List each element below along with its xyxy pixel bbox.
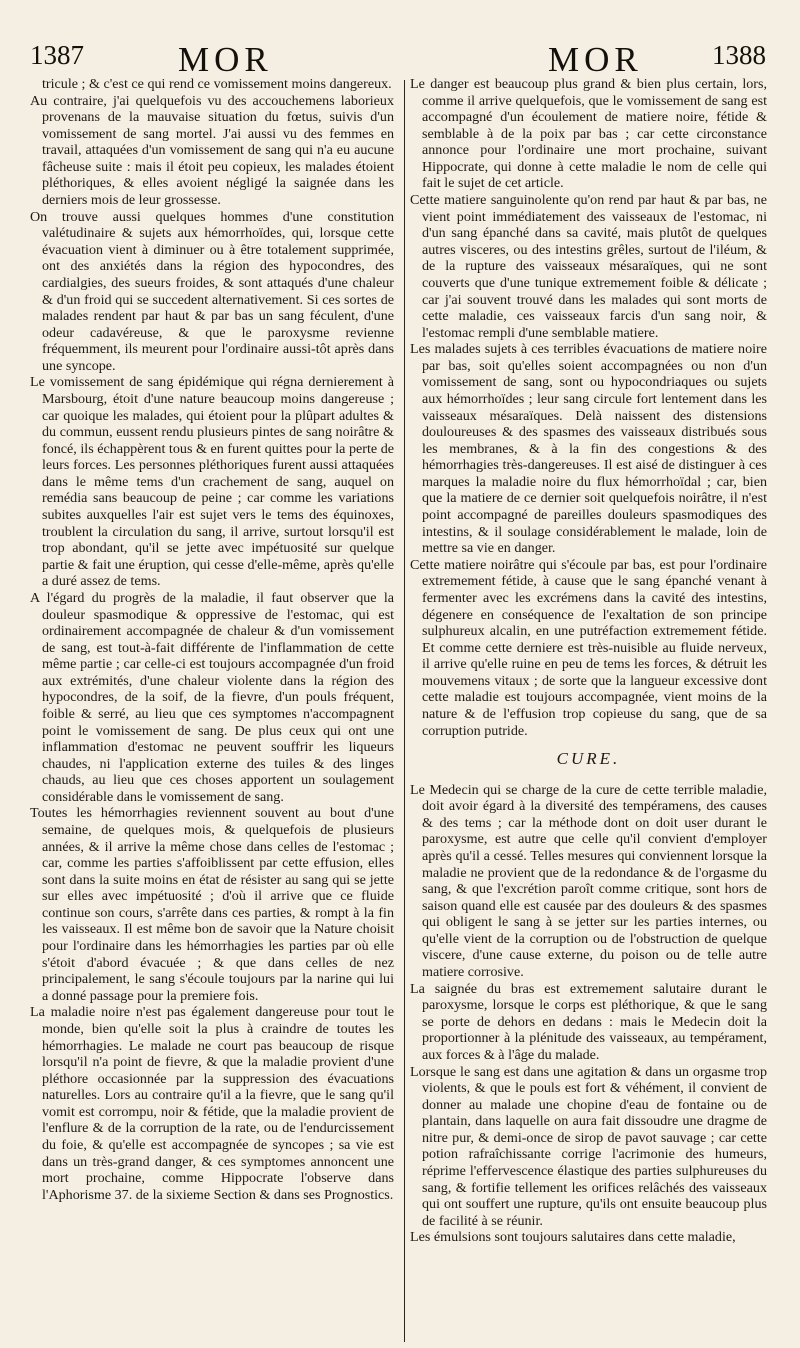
paragraph: La maladie noire n'est pas également dangereuse pour tout le monde, bien qu'elle soit la plus à craindre de toutes les hémorrhagies. Le malade ne court pas beaucoup de risque lorsqu'il n'a point de fievre, & que la maladie provient d'une pléthore occasionnée par la suppression des évacuations naturelles. Lors au contraire qu'il a la fievre, que le sang qu'il vomit est corrompu, noir & fétide, que la maladie provient de l'enflure & de la corruption de la rate, ou de l'endurcissement du foie, & qu'elle est accompagnée de syncopes ; sa vie est dans un très-grand danger, & ces symptomes annoncent une mort prochaine, comme Hippocrate l'observe dans l'Aphorisme 37. de la sixieme Section & dans ses Prognostics.	[30, 1004, 394, 1203]
paragraph: La saignée du bras est extremement salutaire durant le paroxysme, lorsque le corps est pléthorique, & que le sang se porte de dehors en dedans : mais le Medecin doit la proportionner à la plénitude des vaisseaux, au tempérament, aux forces & à l'âge du malade.	[410, 980, 767, 1063]
paragraph: A l'égard du progrès de la maladie, il faut observer que la douleur spasmodique & oppressive de l'estomac, qui est ordinairement accompagnée de chaleur & d'un vomissement de sang, est tout-à-fait différente de l'inflammation de cette même partie ; car celle-ci est toujours accompagnée d'un froid aux extrémités, d'une chaleur violente dans la région des hypocondres, de la soif, de la fievre, d'un pouls fréquent, foible & serré, au lieu que ces symptomes n'accompagnent point le vomissement de sang. De plus ceux qui ont une inflammation d'estomac ne peuvent souffrir les liqueurs chaudes, ni l'application externe des tuiles & des linges chauds, au lieu que ces choses apportent un soulagement considérable dans le vomissement de sang.	[30, 589, 394, 805]
paragraph: Le vomissement de sang épidémique qui régna dernierement à Marsbourg, étoit d'une nature beaucoup moins dangereuse ; car quoique les malades, qui étoient pour la plûpart adultes & du commun, eussent rendu plusieurs pintes de sang noirâtre & foncé, ils échappèrent tous & en furent quittes pour la perte de leurs forces. Les personnes pléthoriques furent aussi attaquées dans le même tems d'un crachement de sang, auquel on remédia sans beaucoup de peine ; car comme les variations subites auxquelles l'air est sujet vers le tems des équinoxes, troublent la circulation du sang, il arrive, surtout lorsqu'il est trop abondant, qu'il se jette avec impétuosité sur quelque partie & fait une éruption, qui cesse d'elle-même, après qu'elle a duré assez de tems.	[30, 374, 394, 590]
right-page-number: 1388	[712, 40, 766, 70]
paragraph: Lorsque le sang est dans une agitation & dans un orgasme trop violents, & que le pouls est fort & véhément, il convient de donner au malade une chopine d'eau de fontaine ou de plantain, dans laquelle on aura fait dissoudre une dragme de nitre pur, & demi-once de sirop de pavot sauvage ; car cette potion rafraîchissante corrige l'acrimonie des humeurs, réprime l'effervescence élastique des parties sulphureuses du sang, & fortifie tellement les orifices relâchés des vaisseaux qui ont souffert une rupture, qu'ils ont ensuite beaucoup plus de facilité à se réunir.	[410, 1063, 767, 1229]
paragraph: Les malades sujets à ces terribles évacuations de matiere noire par bas, soit qu'elles soient accompagnées ou non d'un vomissement de sang, sont ou hypocondriaques ou sujets aux hémorrhoïdes ; leur sang circule fort lentement dans les vaisseaux mésaraïques. Delà naissent des distensions douloureuses & des spasmes des vaisseaux distribués sous les membranes, & à la fin des congestions & des hémorrhagies très-dangereuses. Il est aisé de distinguer à ces marques la maladie noire du flux hémorrhoïdal ; car, bien que la matiere de ce dernier soit quelquefois noirâtre, il n'est point accompagné de pareilles douleurs spasmodiques des intestins, & il soulage considérablement le malade, loin de mettre sa vie en danger.	[410, 341, 767, 557]
paragraph: Cette matiere noirâtre qui s'écoule par bas, est pour l'ordinaire extremement fétide, à cause que le sang épanché venant à fermenter avec les excrémens dans la cavité des intestins, dégenere en conséquence de l'exaltation de son principe sulphureux alcalin, en une putréfaction extremement fétide. Et comme cette derniere est très-nuisible au fluide nerveux, il arrive qu'elle ruine en peu de tems les forces, & détruit les mouvemens vitaux ; de sorte que la langueur excessive dont cette maladie est toujours accompagnée, vient moins de la nature & de l'effusion trop copieuse du sang, que de sa corruption putride.	[410, 556, 767, 739]
paragraph: tricule ; & c'est ce qui rend ce vomissement moins dangereux.	[42, 76, 392, 92]
paragraph: Cette matiere sanguinolente qu'on rend par haut & par bas, ne vient point immédiatement des vaisseaux de l'estomac, ni d'un sang épanché dans sa cavité, mais plutôt de quelques autres visceres, ou des intestins grêles, surtout de l'iléum, & de la rupture des vaisseaux mésaraïques, qui ne sont couverts que d'une tunique extremement foible & délicate ; car j'ai souvent trouvé dans les malades qui sont morts de cette maladie, ces vaisseaux farcis d'un sang noir, & l'estomac rempli d'une semblable matiere.	[410, 192, 767, 341]
left-text-column	[30, 76, 394, 1203]
right-text-column	[410, 76, 767, 1246]
paragraph: Toutes les hémorrhagies reviennent souvent au bout d'une semaine, de quelques mois, & quelquefois de plusieurs années, & il arrive la même chose dans celles de l'estomac ; car, comme les parties s'affoiblissent par cette effusion, elles sont dans la suite moins en état de résister au sang qui se jette sur elles avec impétuosité ; d'où il arrive que ce fluide continue son cours, s'arrête dans ces parties, & rompt à la fin les vaisseaux. Il est même bon de savoir que la Nature choisit pour l'ordinaire dans les hémorrhagies les parties par où elle s'étoit d'abord évacuée ; & que dans celles de nez principalement, le sang s'écoule toujours par la narine qui lui a donné passage pour la premiere fois.	[30, 805, 394, 1004]
right-running-title: MOR	[548, 40, 643, 79]
left-page-number: 1387	[30, 40, 84, 70]
paragraph: On trouve aussi quelques hommes d'une constitution valétudinaire & sujets aux hémorrhoïdes, qui, lorsque cette évacuation vient à diminuer ou à être totalement supprimée, ont des anxiétés dans la région des hypocondres, des cardialgies, des sueurs froides, & sont attaqués d'une chaleur & d'un froid qui se succedent alternativement. Si ces sortes de malades rendent par haut & par bas un sang féculent, d'une odeur cadavéreuse, & que le paroxysme revienne fréquemment, ils meurent pour l'ordinaire aussi-tôt après dans une syncope.	[30, 208, 394, 374]
paragraph: Au contraire, j'ai quelquefois vu des accouchemens laborieux provenans de la mauvaise situation du fœtus, suivis d'un vomissement de sang mortel. J'ai aussi vu des femmes en travail, attaquées d'un vomissement de sang qui n'a eu aucune fâcheuse suite : mais il étoit peu copieux, les malades étoient pléthoriques, & elles avoient négligé la saignée dans les derniers mois de leur grossesse.	[30, 92, 394, 209]
paragraph: Le Medecin qui se charge de la cure de cette terrible maladie, doit avoir égard à la diversité des tempéramens, des causes & des tems ; car la méthode dont on doit user durant le paroxysme, est autre que celle qu'il convient d'employer après qu'il a cessé. Telles mesures qui conviennent lorsque la maladie ne provient que de la redondance & de l'orgasme du sang, & que l'excrétion paroît comme critique, sont hors de saison quand elle est causée par des douleurs & des spasmes qui obligent le sang à se jetter sur les parties internes, ou qu'elle vient de la corruption ou de l'obstruction de quelque viscere, d'une cause externe, du poison ou de telle autre matiere corrosive.	[410, 781, 767, 981]
section-heading: CURE.	[556, 749, 621, 769]
column-divider	[404, 80, 405, 1342]
left-running-title: MOR	[178, 40, 273, 79]
paragraph: Les émulsions sont toujours salutaires dans cette maladie,	[410, 1229, 736, 1246]
paragraph: Le danger est beaucoup plus grand & bien plus certain, lors, comme il arrive quelquefois, que le vomissement de sang est accompagné d'un écoulement de matiere noire, fétide & semblable à de la poix par bas ; car cette circonstance annonce pour l'ordinaire une mort prochaine, suivant Hippocrate, qui donne à cette maladie le nom de celle qui fait le sujet de cet article.	[410, 76, 767, 192]
